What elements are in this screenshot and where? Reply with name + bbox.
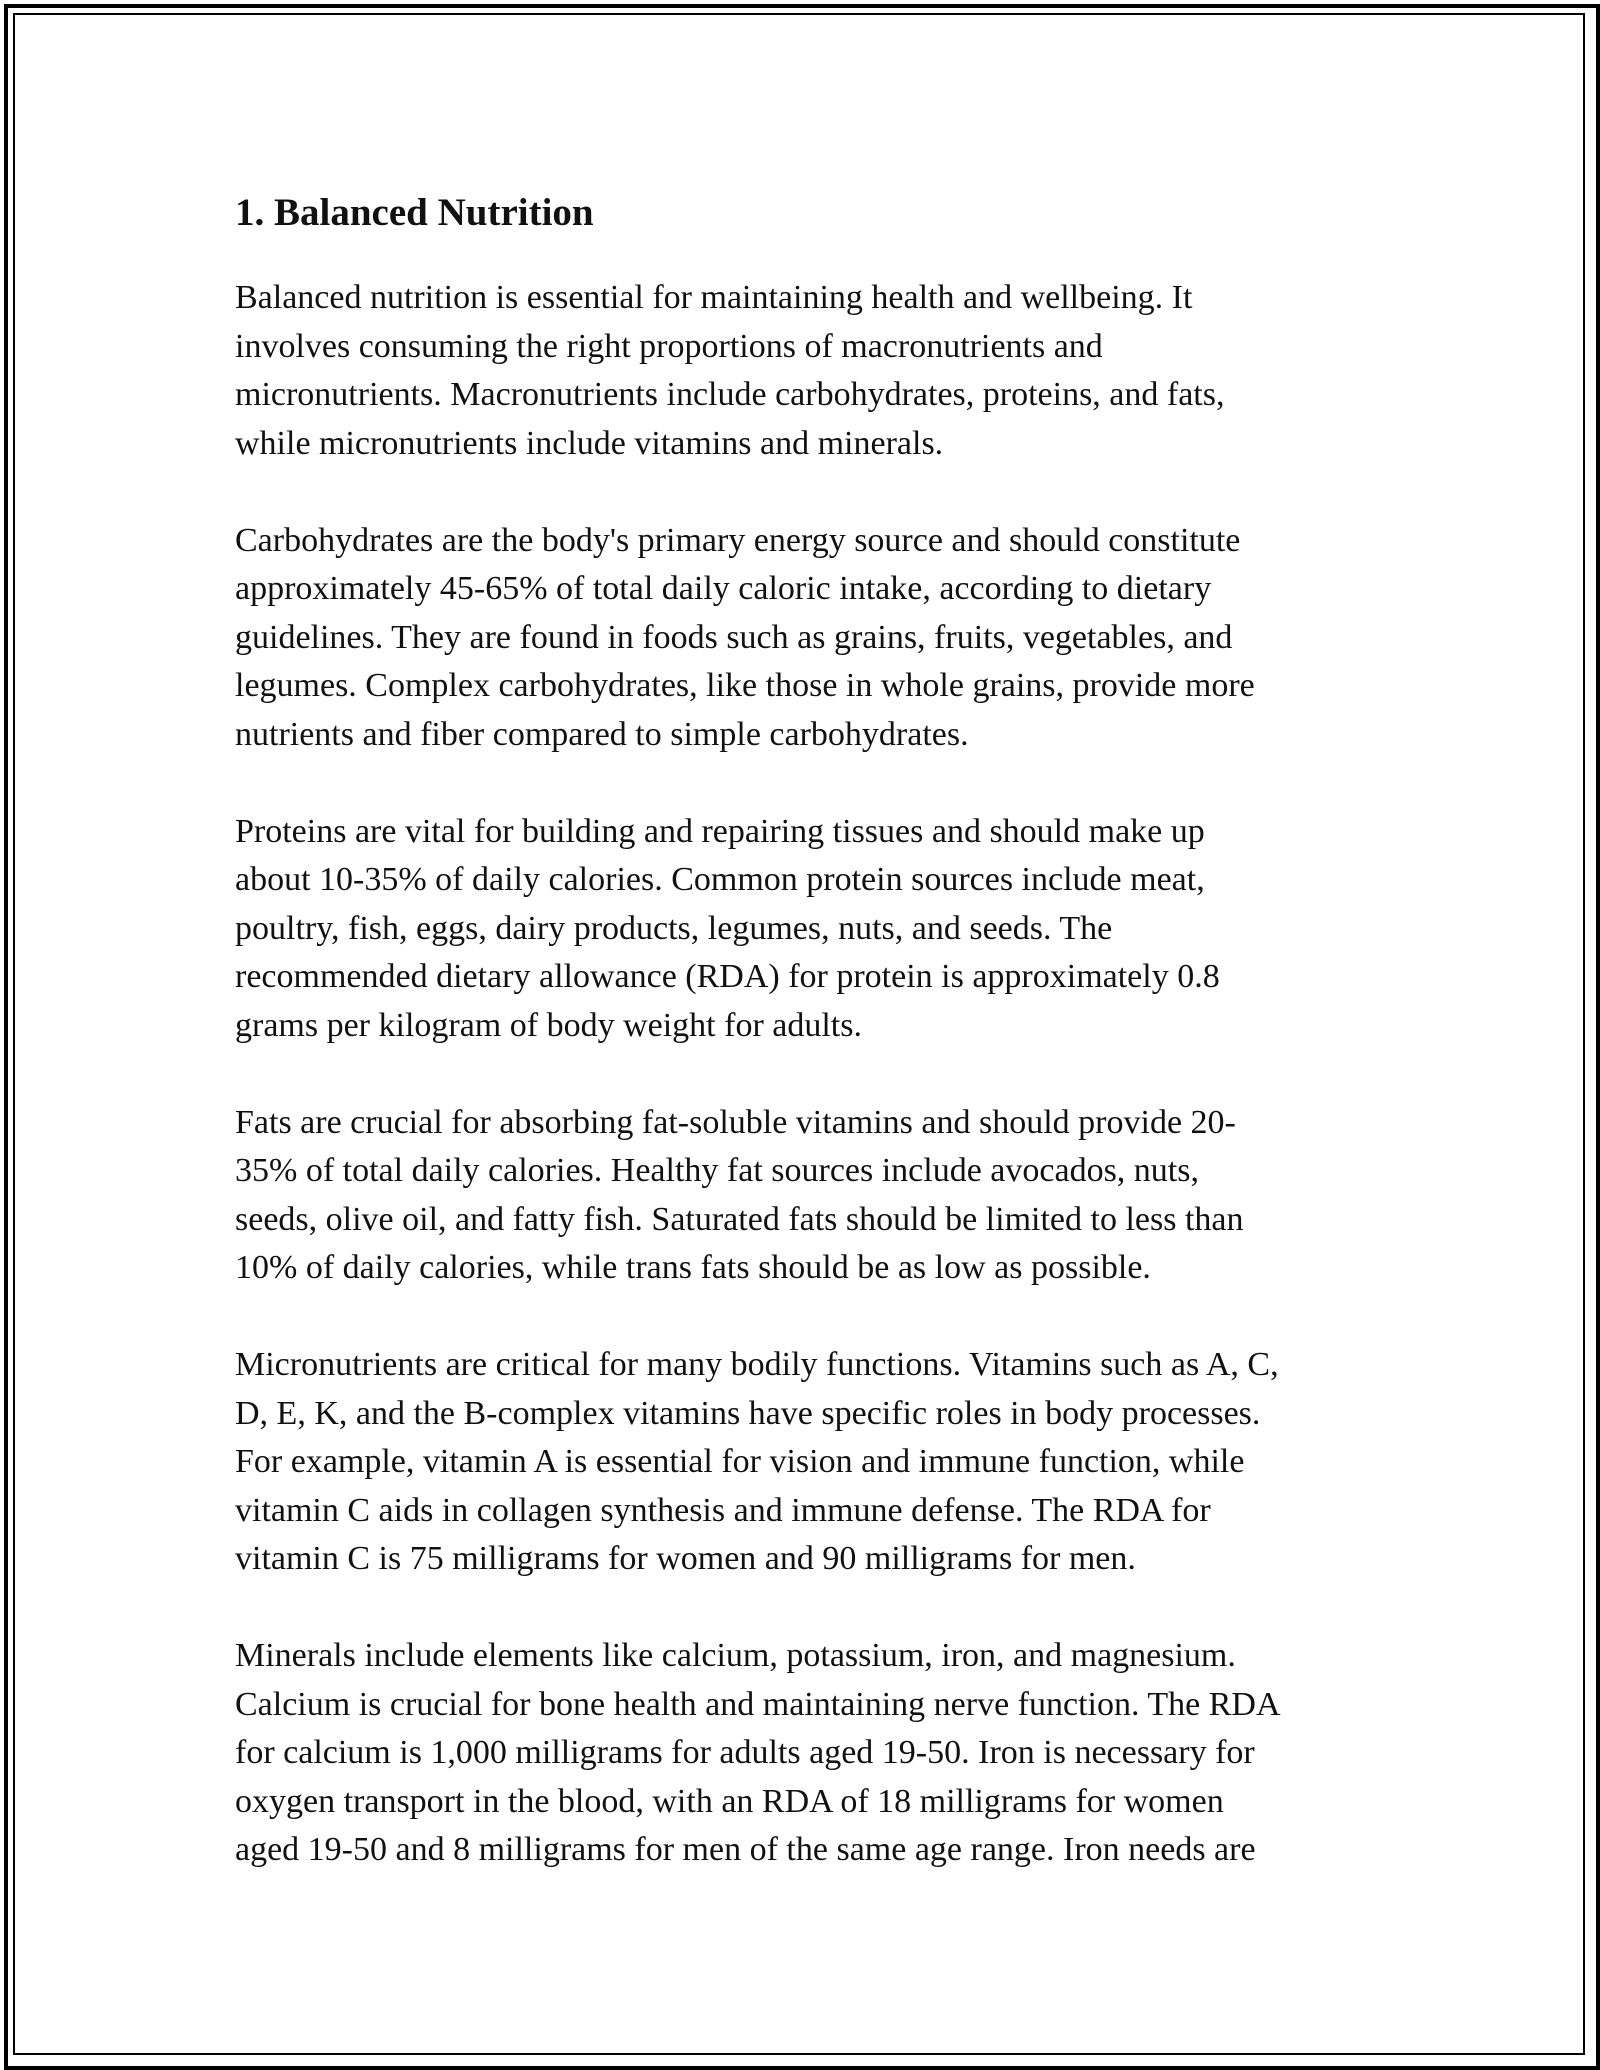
document-body xyxy=(235,186,1375,1923)
paragraph-carbohydrates: Carbohydrates are the body's primary energy source and should constitute approximately 45-65% of total daily caloric intake, according to dietary guidelines. They are found in foods such as grains, fruits, vegetables, and legumes. Complex carbohydrates, like those in whole grains, provide more nutrients and fiber compared to simple carbohydrates. xyxy=(235,521,1255,753)
paragraph-proteins: Proteins are vital for building and repairing tissues and should make up about 10-35% of daily calories. Common protein sources include meat, poultry, fish, eggs, dairy products, legumes, nuts, and seeds. The recommended dietary allowance (RDA) for protein is approximately 0.8 grams per kilogram of body weight for adults. xyxy=(235,812,1220,1044)
paragraph-balanced-nutrition: Balanced nutrition is essential for maintaining health and wellbeing. It involves consuming the right proportions of macronutrients and micronutrients. Macronutrients include carbohydrates, proteins, and fats, while micronutrients include vitamins and minerals. xyxy=(235,279,1225,462)
paragraph-micronutrients: Micronutrients are critical for many bodily functions. Vitamins such as A, C, D, E, K, and the B-complex vitamins have specific roles in body processes. For example, vitamin A is essential for vision and immune function, while vitamin C aids in collagen synthesis and immune defense. The RDA for vitamin C is 75 milligrams for women and 90 milligrams for men. xyxy=(235,1346,1279,1577)
section-heading: 1. Balanced Nutrition xyxy=(235,191,594,234)
paragraph-fats: Fats are crucial for absorbing fat-soluble vitamins and should provide 20- 35% of total daily calories. Healthy fat sources include avocados, nuts, seeds, olive oil, and fatty fish. Saturated fats should be limited to less than 10% of daily calories, while trans fats should be as low as possible. xyxy=(235,1103,1244,1286)
paragraph-minerals: Minerals include elements like calcium, potassium, iron, and magnesium. Calcium is crucial for bone health and maintaining nerve function. The RDA for calcium is 1,000 milligrams for adults aged 19-50. Iron is necessary for oxygen transport in the blood, with an RDA of 18 milligrams for women aged 19-50 and 8 milligrams for men of the same age range. Iron needs are xyxy=(235,1637,1281,1868)
